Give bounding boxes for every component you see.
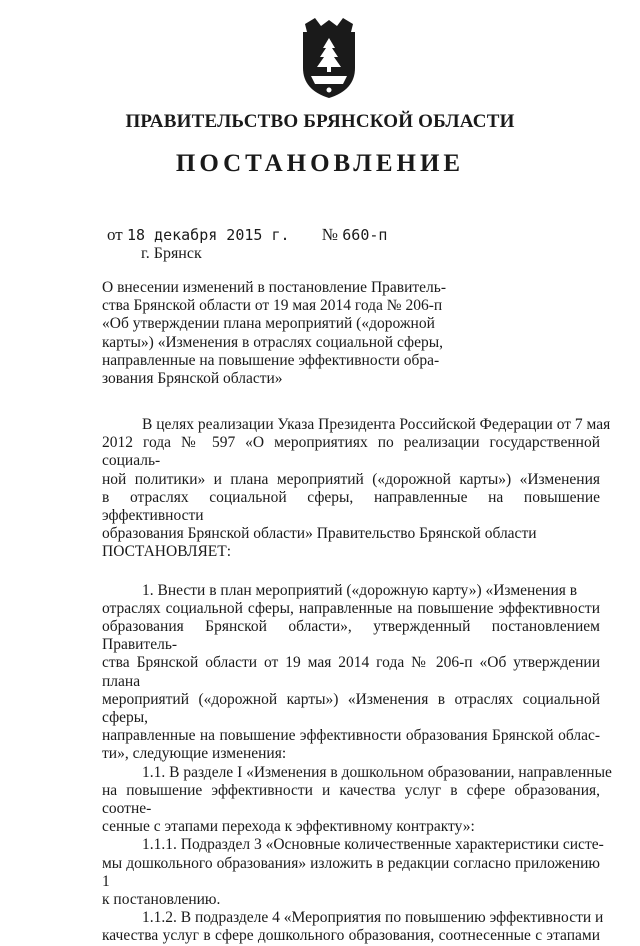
clause-line: сенные с этапами перехода к эффективному контракту»: (102, 818, 475, 836)
government-title: ПРАВИТЕЛЬСТВО БРЯНСКОЙ ОБЛАСТИ (125, 111, 515, 132)
date-value: 18 декабря 2015 г. (126, 226, 290, 244)
subject-block (102, 279, 454, 388)
clause-line: мы дошкольного образования» изложить в редакции согласно приложению 1 (102, 854, 600, 890)
preamble-line: ной политики» и плана мероприятий («дорожной карты») «Изменения (102, 470, 600, 488)
clause-line: ства Брянской области от 19 мая 2014 года № 206-п «Об утверждении плана (102, 654, 600, 690)
subject-line: «Об утверждении плана мероприятий («дорожной (102, 315, 435, 333)
clause-line: к постановлению. (102, 891, 221, 909)
preamble-line: В целях реализации Указа Президента Российской Федерации от 7 мая (142, 416, 611, 433)
document-body (102, 416, 612, 946)
clause-line: 1.1.1. Подраздел 3 «Основные количественные характеристики систе- (142, 836, 604, 854)
date-prefix: от (107, 225, 123, 244)
clause-line: мероприятий («дорожной карты») «Изменения в отраслях социальной сферы, (102, 690, 600, 727)
number-value: 660-п (342, 226, 388, 244)
subject-line: О внесении изменений в постановление Правитель- (102, 279, 446, 296)
preamble-line: ПОСТАНОВЛЯЕТ: (102, 543, 232, 561)
subject-line: карты») «Изменения в отраслях социальной сферы, (102, 333, 443, 351)
preamble-line: 2012 года № 597 «О мероприятиях по реализации государственной социаль- (102, 434, 600, 470)
city: г. Брянск (141, 245, 202, 262)
clause-line: на повышение эффективности и качества услуг в сфере образования, соотне- (102, 781, 600, 818)
clause-line: направленные на повышение эффективности образования Брянской облас- (102, 727, 600, 745)
number-prefix: № (321, 225, 339, 244)
date-number-line (107, 225, 387, 245)
clause-line: 1.1.2. В подразделе 4 «Мероприятия по повышению эффективности и (142, 909, 604, 927)
document-type-title: ПОСТАНОВЛЕНИЕ (175, 150, 465, 177)
subject-line: ства Брянской области от 19 мая 2014 года № 206-п (102, 297, 443, 315)
clause-line: отраслях социальной сферы, направленные на повышение эффективности (102, 599, 600, 617)
clause-line: 1. Внести в план мероприятий («дорожную карту») «Изменения в (142, 581, 578, 599)
clause-line: ти», следующие изменения: (102, 745, 287, 763)
coat-of-arms-emblem (297, 18, 361, 100)
preamble-line: в отраслях социальной сферы, направленные на повышение эффективности (102, 488, 600, 525)
preamble-line: образования Брянской области» Правительство Брянской области (102, 525, 537, 543)
clause-line: 1.1. В разделе I «Изменения в дошкольном образовании, направленные (142, 763, 612, 781)
subject-line: зования Брянской области» (102, 370, 283, 388)
clause-line: образования Брянской области», утвержденный постановлением Правитель- (102, 618, 600, 654)
subject-line: направленные на повышение эффективности обра- (102, 351, 440, 369)
clause-line: качества услуг в сфере дошкольного образования, соотнесенные с этапами (102, 927, 600, 945)
